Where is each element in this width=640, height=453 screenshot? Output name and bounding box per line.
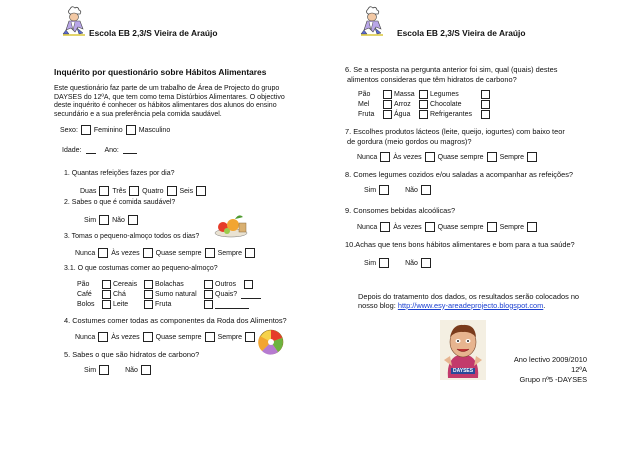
female-label: Feminino [93, 126, 123, 134]
q6-option-checkbox[interactable] [481, 90, 490, 99]
q4-option-label: Quase sempre [155, 333, 202, 341]
school-year: Ano lectivo 2009/2010 [513, 355, 587, 364]
sex-field [60, 125, 170, 135]
q31-option-label: Outros [215, 281, 237, 288]
q7-option-checkbox[interactable] [380, 152, 390, 162]
q31-option-label: Sumo natural [155, 291, 197, 298]
question-3-1: 3.1. O que costumas comer ao pequeno-almoço? [64, 265, 218, 272]
q31-other-input[interactable] [215, 301, 249, 309]
q7-option-checkbox[interactable] [487, 152, 497, 162]
question-10: 10.Achas que tens bons hábitos alimentares e bom para a tua saúde? [345, 240, 575, 249]
q7-option-checkbox[interactable] [527, 152, 537, 162]
school-name-left: Escola EB 2,3/S Vieira de Araújo [89, 28, 218, 38]
q31-option-checkbox[interactable] [144, 300, 153, 309]
q10-option-label: Sim [364, 259, 377, 267]
year-label: Ano: [104, 146, 119, 154]
q4-option-label: Às vezes [111, 333, 140, 341]
q4-options [75, 332, 258, 342]
question-7-continued: de gordura (meio gordos ou magros)? [347, 137, 472, 146]
q5-option-label: Sim [84, 366, 97, 374]
q6-option-label: Água [394, 111, 411, 118]
q8-option-label: Não [405, 186, 418, 194]
q1-option-label: Quatro [142, 187, 164, 195]
q4-option-checkbox[interactable] [98, 332, 108, 342]
year-input[interactable] [123, 146, 137, 154]
q7-option-checkbox[interactable] [425, 152, 435, 162]
q31-option-checkbox[interactable] [102, 290, 111, 299]
q6-option-label: Mel [358, 101, 370, 108]
q9-option-checkbox[interactable] [425, 222, 435, 232]
q5-option-checkbox[interactable] [141, 365, 151, 375]
q3-option-checkbox[interactable] [245, 248, 255, 258]
intro-line: Este questionário faz parte de um trabalho de Área de Projecto do grupo [54, 85, 280, 92]
q4-option-checkbox[interactable] [205, 332, 215, 342]
q9-option-label: Nunca [357, 223, 378, 231]
q1-option-label: Três [112, 187, 127, 195]
q10-option-checkbox[interactable] [379, 258, 389, 268]
q31-other-input[interactable] [241, 291, 261, 299]
q31-option-checkbox[interactable] [244, 280, 253, 289]
q6-option-checkbox[interactable] [481, 100, 490, 109]
q31-option-checkbox[interactable] [144, 290, 153, 299]
q31-option-label: Fruta [155, 301, 172, 308]
q1-option-checkbox[interactable] [129, 186, 139, 196]
q6-option-checkbox[interactable] [383, 100, 392, 109]
q9-option-label: Às vezes [393, 223, 422, 231]
male-label: Masculino [138, 126, 171, 134]
q9-option-checkbox[interactable] [487, 222, 497, 232]
q3-option-label: Às vezes [111, 249, 140, 257]
q4-option-label: Sempre [217, 333, 243, 341]
q2-option-label: Não [112, 216, 125, 224]
q6-option-label: Massa [394, 91, 415, 98]
q7-option-label: Nunca [357, 153, 378, 161]
q3-options [75, 248, 258, 258]
question-7: 7. Escolhes produtos lácteos (leite, queijo, iogurtes) com baixo teor [345, 127, 565, 136]
q3-option-label: Sempre [217, 249, 243, 257]
q9-option-checkbox[interactable] [380, 222, 390, 232]
q31-option-checkbox[interactable] [102, 300, 111, 309]
q7-option-label: Quase sempre [437, 153, 484, 161]
q7-option-label: Às vezes [393, 153, 422, 161]
q8-options [364, 185, 434, 195]
results-line: Depois do tratamento dos dados, os resultados serão colocados no [358, 292, 580, 301]
q31-option-label: Bolachas [155, 281, 184, 288]
q9-option-label: Quase sempre [437, 223, 484, 231]
q7-option-label: Sempre [499, 153, 525, 161]
school-name-right: Escola EB 2,3/S Vieira de Araújo [397, 28, 526, 38]
question-9: 9. Consomes bebidas alcoólicas? [345, 206, 456, 215]
q31-option-checkbox[interactable] [204, 290, 213, 299]
q1-option-label: Duas [80, 187, 97, 195]
q2-option-label: Sim [84, 216, 97, 224]
intro-paragraph [54, 85, 319, 119]
sex-label: Sexo: [60, 126, 78, 134]
q31-option-checkbox[interactable] [204, 280, 213, 289]
q3-option-checkbox[interactable] [205, 248, 215, 258]
female-checkbox[interactable] [81, 125, 91, 135]
q6-option-label: Legumes [430, 91, 459, 98]
q3-option-checkbox[interactable] [98, 248, 108, 258]
q6-option-checkbox[interactable] [383, 90, 392, 99]
q2-option-checkbox[interactable] [99, 215, 109, 225]
footer-info [480, 355, 587, 385]
q31-option-checkbox[interactable] [144, 280, 153, 289]
q6-options-grid [358, 90, 492, 119]
question-6: 6. Se a resposta na pergunta anterior foi sim, qual (quais) destes [345, 65, 558, 74]
intro-line: DAYSES do 12ºA, que tem como tema Distúrbios Alimentares. O objectivo [54, 93, 285, 101]
q8-option-checkbox[interactable] [421, 185, 431, 195]
q5-option-checkbox[interactable] [99, 365, 109, 375]
q31-option-label: Bolos [77, 301, 95, 308]
q4-option-checkbox[interactable] [245, 332, 255, 342]
q3-option-checkbox[interactable] [143, 248, 153, 258]
q6-option-checkbox[interactable] [481, 110, 490, 119]
q4-option-checkbox[interactable] [143, 332, 153, 342]
q31-option-label: Quais? [215, 291, 238, 298]
q31-options-grid [77, 280, 255, 309]
q31-option-checkbox[interactable] [204, 300, 213, 309]
q10-option-checkbox[interactable] [421, 258, 431, 268]
age-label: Idade: [62, 146, 82, 154]
q31-option-checkbox[interactable] [102, 280, 111, 289]
q2-options [84, 215, 141, 225]
q9-options [357, 222, 540, 232]
results-line [358, 302, 579, 311]
question-5: 5. Sabes o que são hidratos de carbono? [64, 350, 200, 359]
question-8: 8. Comes legumes cozidos e/ou saladas a acompanhar as refeições? [345, 170, 574, 179]
q8-option-label: Sim [364, 186, 377, 194]
q1-option-checkbox[interactable] [167, 186, 177, 196]
q6-option-checkbox[interactable] [383, 110, 392, 119]
q6-option-label: Refrigerantes [430, 111, 473, 118]
question-1: 1. Quantas refeições fazes por dia? [64, 170, 175, 177]
mascot-caption: DAYSES [453, 368, 474, 374]
intro-line: deste inquérito é conhecer os hábitos alimentares dos alunos do ensino [54, 102, 277, 110]
q1-option-checkbox[interactable] [196, 186, 206, 196]
chef-mascot-icon [358, 6, 384, 38]
q7-options [357, 152, 540, 162]
q31-option-label: Chá [113, 291, 126, 298]
food-wheel-icon [256, 327, 286, 359]
q5-options [84, 365, 154, 375]
chef-mascot-icon [60, 6, 86, 38]
q9-option-checkbox[interactable] [527, 222, 537, 232]
q10-options [364, 258, 434, 268]
q6-option-label: Arroz [394, 101, 411, 108]
q6-option-label: Fruta [358, 111, 375, 118]
q6-option-label: Chocolate [430, 101, 462, 108]
q8-option-checkbox[interactable] [379, 185, 389, 195]
q6-option-checkbox[interactable] [419, 110, 428, 119]
class-label: 12ºA [571, 365, 587, 374]
question-4: 4. Costumes comer todas as componentes da Roda dos Alimentos? [64, 316, 287, 325]
q1-options [80, 186, 209, 196]
age-input[interactable] [86, 146, 96, 154]
q4-option-label: Nunca [75, 333, 96, 341]
breakfast-food-icon [213, 213, 249, 241]
q6-option-label: Pão [358, 91, 371, 98]
q3-option-label: Quase sempre [155, 249, 202, 257]
results-suffix: . [543, 300, 546, 310]
results-note [358, 293, 579, 310]
male-checkbox[interactable] [126, 125, 136, 135]
q9-option-label: Sempre [499, 223, 525, 231]
q6-option-checkbox[interactable] [419, 100, 428, 109]
q5-option-label: Não [125, 366, 138, 374]
q31-option-label: Leite [113, 301, 129, 308]
blog-link[interactable]: http://www.esy-areadeprojecto.blogspot.com [397, 300, 544, 310]
results-prefix: nosso blog: [358, 300, 398, 310]
intro-line: secundário e a sua preferência pela comida saudável. [54, 110, 222, 118]
group-label: Grupo nº5 -DAYSES [519, 375, 587, 384]
q3-option-label: Nunca [75, 249, 96, 257]
question-2: 2. Sabes o que é comida saudável? [64, 199, 176, 206]
question-6-continued: alimentos consideras que têm hidratos de carbono? [347, 75, 517, 84]
q2-option-checkbox[interactable] [128, 215, 138, 225]
q31-option-label: Café [77, 291, 92, 298]
q1-option-checkbox[interactable] [99, 186, 109, 196]
age-year-field [62, 146, 137, 154]
q31-option-label: Pão [77, 281, 90, 288]
q10-option-label: Não [405, 259, 418, 267]
q1-option-label: Seis [179, 187, 194, 195]
question-3: 3. Tomas o pequeno-almoço todos os dias? [64, 233, 200, 240]
survey-title: Inquérito por questionário sobre Hábitos Alimentares [54, 67, 267, 77]
q31-option-label: Cereais [113, 281, 138, 288]
q6-option-checkbox[interactable] [419, 90, 428, 99]
